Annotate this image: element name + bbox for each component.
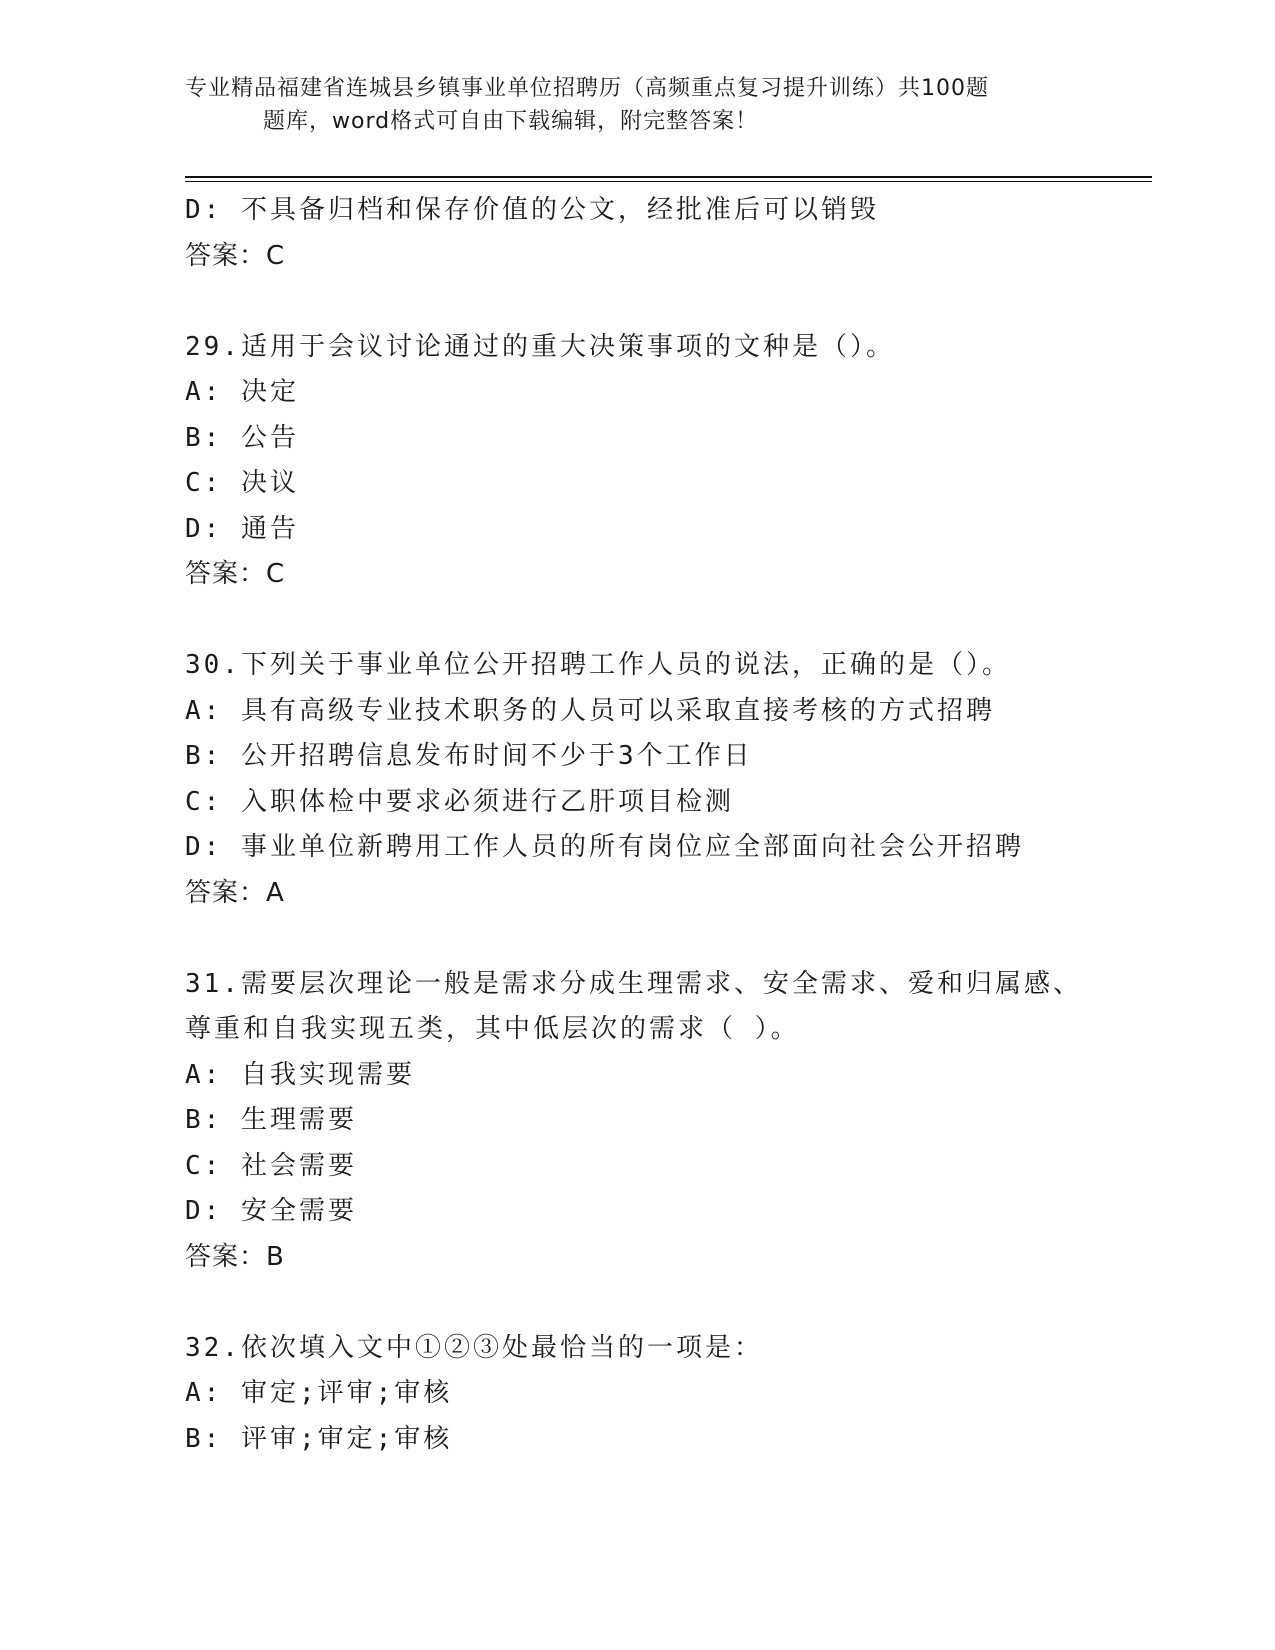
option-c: C: 社会需要 <box>185 1150 357 1181</box>
spacer <box>185 1280 1085 1326</box>
option-c: C: 入职体检中要求必须进行乙肝项目检测 <box>185 786 734 817</box>
question-stem: 31.需要层次理论一般是需求分成生理需求、安全需求、爱和归属感、 <box>185 968 1082 999</box>
question-stem: 29.适用于会议讨论通过的重大决策事项的文种是（）。 <box>185 331 895 362</box>
answer-line: 答案：C <box>185 559 286 589</box>
answer-line: 答案：B <box>185 1241 285 1272</box>
header-title-line1: 专业精品福建省连城县乡镇事业单位招聘历（高频重点复习提升训练）共100题 <box>185 76 989 101</box>
question-stem-continued: 尊重和自我实现五类，其中低层次的需求（ ）。 <box>185 1014 800 1044</box>
question-30 <box>185 643 1085 916</box>
option-c: C: 决议 <box>185 468 299 498</box>
option-b: B: 生理需要 <box>185 1105 357 1135</box>
spacer <box>185 279 1085 325</box>
option-a: A: 自我实现需要 <box>185 1059 415 1090</box>
option-a: A: 审定;评审;审核 <box>185 1378 453 1408</box>
question-stem: 32.依次填入文中①②③处最恰当的一项是： <box>185 1332 763 1363</box>
option-b: B: 公告 <box>185 422 299 453</box>
option-d: D: 事业单位新聘用工作人员的所有岗位应全部面向社会公开招聘 <box>185 832 1024 862</box>
option-b: B: 评审;审定;审核 <box>185 1423 453 1454</box>
header-divider-thin <box>185 181 1152 182</box>
question-31 <box>185 962 1085 1281</box>
header-divider-thick <box>185 176 1152 178</box>
question-32 <box>185 1326 1085 1463</box>
question-stem: 30.下列关于事业单位公开招聘工作人员的说法，正确的是（）。 <box>185 650 1011 680</box>
spacer <box>185 598 1085 644</box>
question-list <box>185 188 1085 1462</box>
spacer <box>185 916 1085 962</box>
option-b: B: 公开招聘信息发布时间不少于3个工作日 <box>185 741 753 771</box>
header-title-line2: 题库，word格式可自由下载编辑，附完整答案！ <box>263 109 759 134</box>
option-d: D: 不具备归档和保存价值的公文，经批准后可以销毁 <box>185 195 879 225</box>
option-d: D: 安全需要 <box>185 1196 357 1226</box>
option-d: D: 通告 <box>185 513 299 544</box>
question-29 <box>185 325 1085 598</box>
option-a: A: 具有高级专业技术职务的人员可以采取直接考核的方式招聘 <box>185 695 995 726</box>
option-a: A: 决定 <box>185 377 299 407</box>
document-header <box>185 72 1065 138</box>
answer-line: 答案：C <box>185 240 286 271</box>
answer-line: 答案：A <box>185 877 285 908</box>
